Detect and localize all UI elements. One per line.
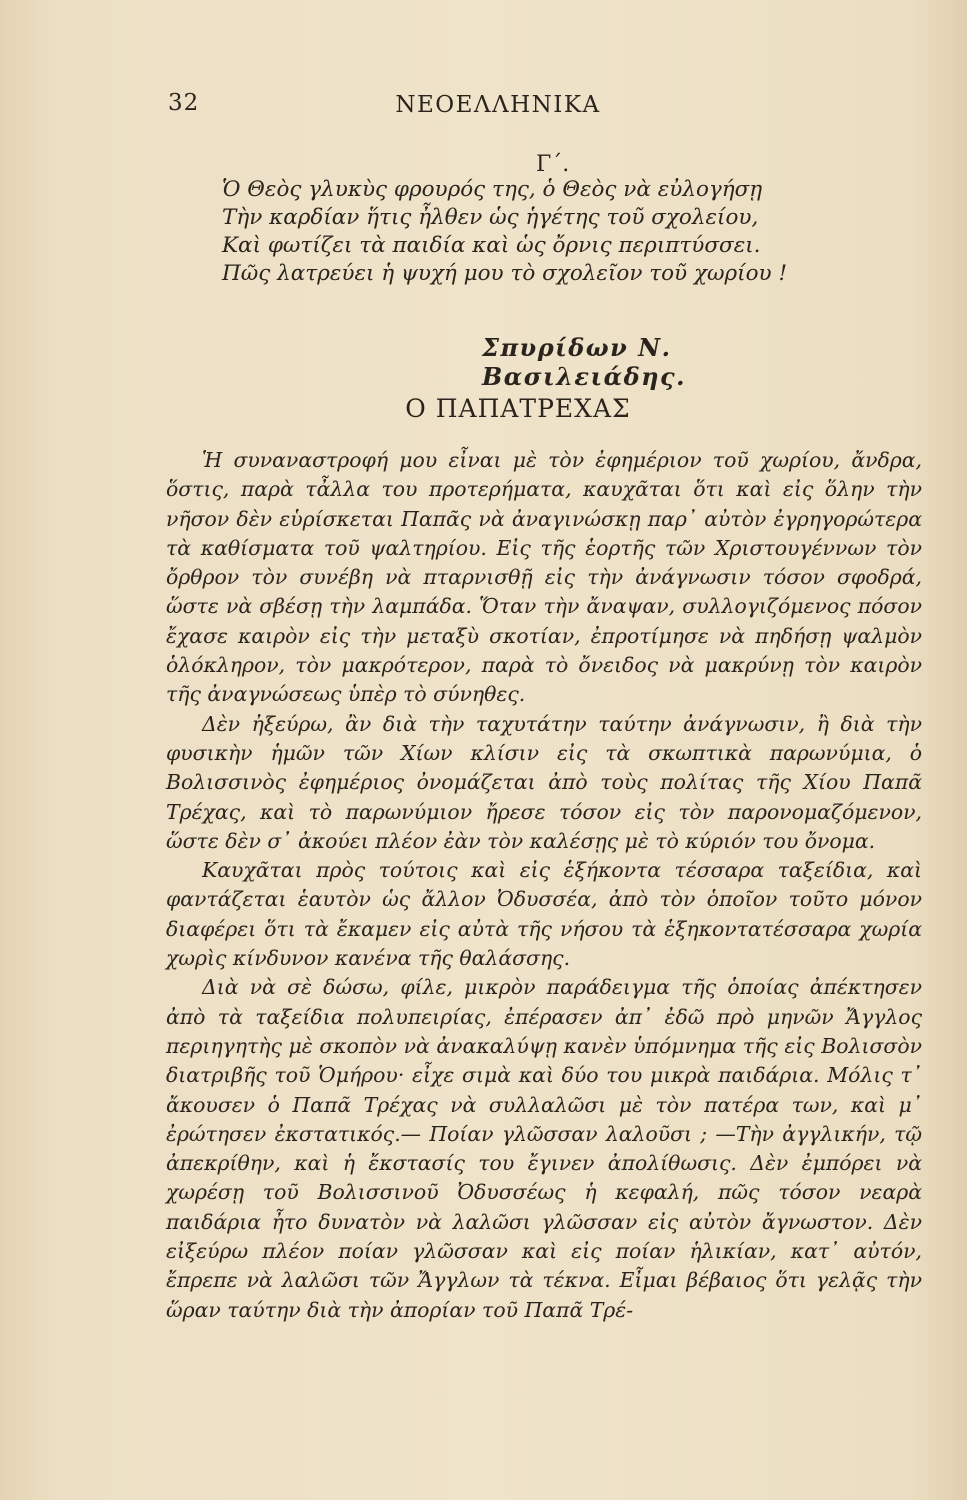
journal-title: ΝΕΟΕΛΛΗΝΙΚΑ bbox=[395, 92, 601, 118]
article-paragraph: Ἡ συναναστροφή μου εἶναι μὲ τὸν ἐφημέριον τοῦ χωρίου, ἄνδρα, ὅστις, παρὰ τἆλλα του προτερήματα, καυχᾶται ὅτι καὶ εἰς ὅλην τὴν νῆσον δὲν εὑρίσκεται Παπᾶς νὰ ἀναγινώσκῃ παρ᾽ αὐτὸν ἐγρηγορώτερα τὰ καθίσματα τοῦ ψαλτηρίου. Εἰς τῆς ἑορτῆς τῶν Χριστουγέννων τὸν ὄρθρον τὸν συνέβη νὰ πταρνισθῇ εἰς τὴν ἀνάγνωσιν τόσον σφοδρά, ὥστε νὰ σβέσῃ τὴν λαμπάδα. Ὅταν τὴν ἄναψαν, συλλογιζόμενος πόσον ἔχασε καιρὸν εἰς τὴν μεταξὺ σκοτίαν, ἐπροτίμησε νὰ πηδήσῃ ψαλμὸν ὁλόκληρον, τὸν μακρότερον, παρὰ τὸ ὄνειδος νὰ μακρύνῃ τὸν καιρὸν τῆς ἀναγνώσεως ὑπὲρ τὸ σύνηθες. bbox=[166, 448, 922, 707]
article-paragraph: Καυχᾶται πρὸς τούτοις καὶ εἰς ἑξήκοντα τέσσαρα ταξείδια, καὶ φαντάζεται ἑαυτὸν ὡς ἄλλον Ὀδυσσέα, ἀπὸ τὸν ὁποῖον τοῦτο μόνον διαφέρει ὅτι τὰ ἔκαμεν εἰς αὐτὰ τῆς νήσου τὰ ἑξηκοντατέσσαρα χωρία χωρὶς κίνδυνον κανένα τῆς θαλάσσης. bbox=[166, 858, 922, 971]
poem-line: Πῶς λατρεύει ἡ ψυχή μου τὸ σχολεῖον τοῦ χωρίου ! bbox=[222, 261, 788, 286]
article-body bbox=[166, 446, 922, 1325]
poem-line: Καὶ φωτίζει τὰ παιδία καὶ ὡς ὄρνις περιπτύσσει. bbox=[222, 233, 761, 258]
poem-signature: Σπυρίδων Ν. Βασιλειάδης. bbox=[482, 333, 686, 391]
page-number: 32 bbox=[168, 90, 200, 116]
article-paragraph: Δὲν ἠξεύρω, ἂν διὰ τὴν ταχυτάτην ταύτην ἀνάγνωσιν, ἢ διὰ τὴν φυσικὴν ἡμῶν τῶν Χίων κλίσιν εἰς τὰ σκωπτικὰ παρωνύμια, ὁ Βολισσινὸς ἐφημέριος ὀνομάζεται ἀπὸ τοὺς πολίτας τῆς Χίου Παπᾶ Τρέχας, καὶ τὸ παρωνύμιον ἤρεσε τόσον εἰς τὸν παρονομαζόμενον, ὥστε δὲν σ᾽ ἀκούει πλέον ἐὰν τὸν καλέσῃς μὲ τὸ κύριόν του ὄνομα. bbox=[166, 711, 922, 853]
article-title: Ο ΠΑΠΑΤΡΕΧΑΣ bbox=[405, 394, 631, 423]
poem-line: Τὴν καρδίαν ἥτις ἦλθεν ὡς ἡγέτης τοῦ σχολείου, bbox=[222, 205, 759, 230]
poem-section-mark: Γ΄. bbox=[536, 152, 570, 177]
article-paragraph: Διὰ νὰ σὲ δώσω, φίλε, μικρὸν παράδειγμα τῆς ὁποίας ἀπέκτησεν ἀπὸ τὰ ταξείδια πολυπειρίας, ἐπέρασεν ἀπ᾽ ἐδῶ πρὸ μηνῶν Ἄγγλος περιηγητὴς μὲ σκοπὸν νὰ ἀνακαλύψῃ κανὲν ὑπόμνημα τῆς εἰς Βολισσὸν διατριβῆς τοῦ Ὁμήρου· εἶχε σιμὰ καὶ δύο του μικρὰ παιδάρια. Μόλις τ᾽ ἄκουσεν ὁ Παπᾶ Τρέχας νὰ συλλαλῶσι μὲ τὸν πατέρα των, καὶ μ᾽ ἐρώτησεν ἐκστατικός.— Ποίαν γλῶσσαν λαλοῦσι ; —Τὴν ἀγγλικήν, τῷ ἀπεκρίθην, καὶ ἡ ἔκστασίς του ἔγινεν ἀπολίθωσις. Δὲν ἐμπόρει νὰ χωρέσῃ τοῦ Βολισσινοῦ Ὀδυσσέως ἡ κεφαλή, πῶς τόσον νεαρὰ παιδάρια ἦτο δυνατὸν νὰ λαλῶσι γλῶσσαν εἰς αὐτὸν ἄγνωστον. Δὲν εἰξεύρω πλέον ποίαν γλῶσσαν καὶ εἰς ποίαν ἡλικίαν, κατ᾽ αὐτόν, ἔπρεπε νὰ λαλῶσι τῶν Ἄγγλων τὰ τέκνα. Εἶμαι βέβαιος ὅτι γελᾷς τὴν ὥραν ταύτην διὰ τὴν ἀπορίαν τοῦ Παπᾶ Τρέ- bbox=[166, 975, 922, 1322]
running-head bbox=[168, 90, 788, 126]
poem-stanza bbox=[222, 176, 822, 288]
poem-line: Ὁ Θεὸς γλυκὺς φρουρός της, ὁ Θεὸς νὰ εὐλογήσῃ bbox=[222, 177, 763, 202]
